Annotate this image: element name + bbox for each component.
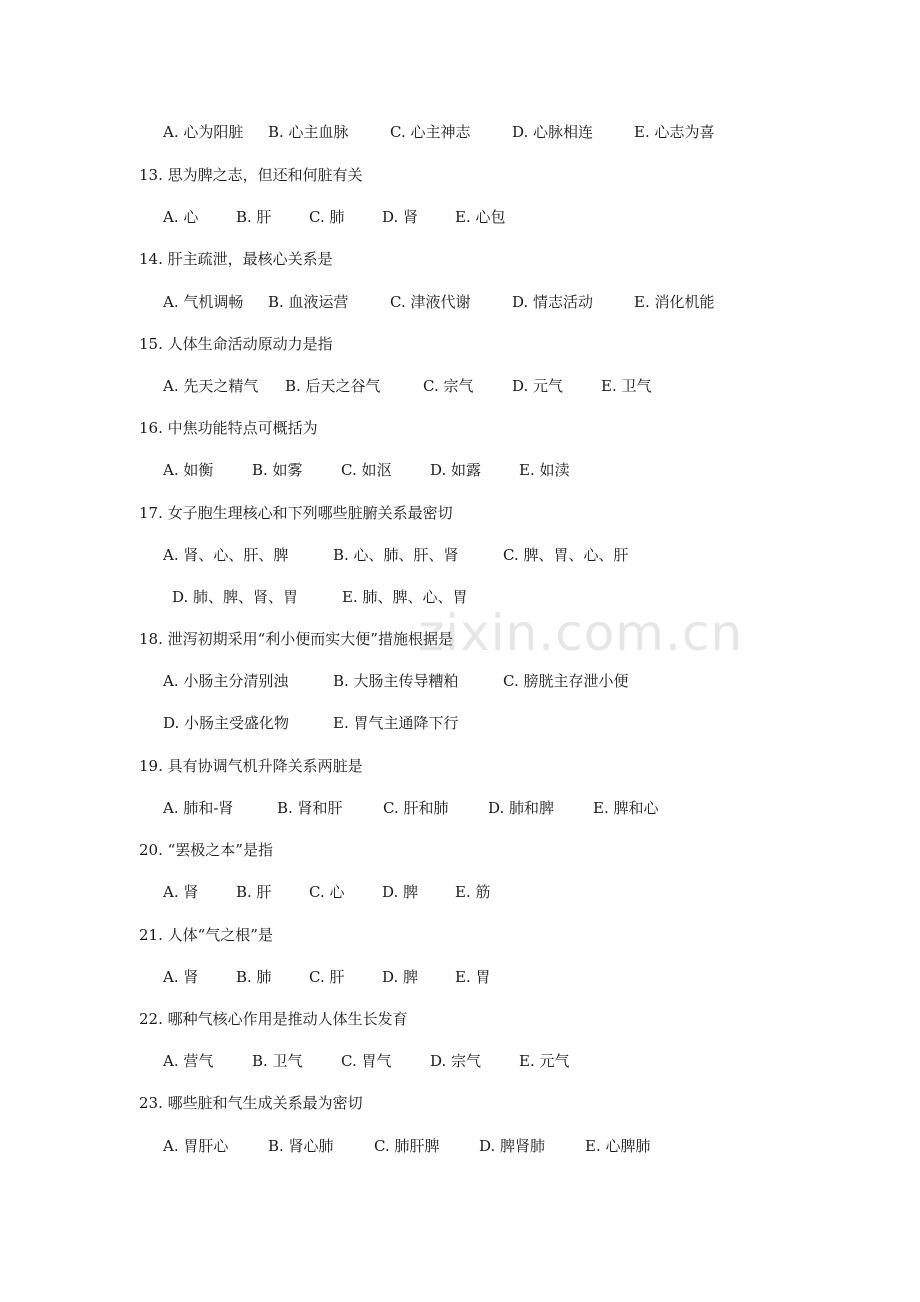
option[interactable]: D. 小肠主受盛化物 (163, 714, 290, 732)
question-title: 16. 中焦功能特点可概括为 (139, 419, 318, 437)
option[interactable]: E. 心志为喜 (634, 123, 715, 141)
options-row (0, 711, 920, 735)
option[interactable]: A. 先天之精气 (163, 377, 259, 395)
options-row (0, 585, 920, 609)
option[interactable]: A. 肾 (163, 883, 199, 901)
option[interactable]: E. 心包 (455, 208, 506, 226)
option[interactable]: D. 脾 (382, 883, 419, 901)
option[interactable]: C. 肺肝脾 (374, 1137, 440, 1155)
option[interactable]: E. 消化机能 (634, 293, 715, 311)
option[interactable]: C. 脾、胃、心、肝 (503, 546, 629, 564)
option[interactable]: C. 宗气 (423, 377, 474, 395)
option[interactable]: A. 如衡 (163, 461, 214, 479)
option[interactable]: C. 津液代谢 (390, 293, 471, 311)
option[interactable]: A. 心 (163, 208, 199, 226)
option[interactable]: D. 心脉相连 (512, 123, 594, 141)
option[interactable]: B. 大肠主传导糟粕 (333, 672, 459, 690)
question-title: 17. 女子胞生理核心和下列哪些脏腑关系最密切 (139, 504, 453, 522)
question-title: 23. 哪些脏和气生成关系最为密切 (139, 1094, 363, 1112)
option[interactable]: B. 卫气 (252, 1052, 303, 1070)
question-title: 13. 思为脾之志，但还和何脏有关 (139, 166, 363, 184)
options-row (0, 669, 920, 693)
question-title: 18. 泄泻初期采用“利小便而实大便”措施根据是 (139, 630, 453, 648)
option[interactable]: E. 元气 (519, 1052, 570, 1070)
options-row (0, 1134, 920, 1158)
option[interactable]: E. 胃气主通降下行 (333, 714, 459, 732)
option[interactable]: C. 膀胱主存泄小便 (503, 672, 629, 690)
option[interactable]: B. 心主血脉 (268, 123, 349, 141)
option[interactable]: E. 脾和心 (593, 799, 659, 817)
option[interactable]: E. 筋 (455, 883, 491, 901)
option[interactable]: A. 胃肝心 (163, 1137, 229, 1155)
option[interactable]: D. 肾 (382, 208, 419, 226)
option[interactable]: D. 情志活动 (512, 293, 594, 311)
question-title: 20. “罢极之本”是指 (139, 841, 273, 859)
option[interactable]: E. 心脾肺 (585, 1137, 651, 1155)
option[interactable]: C. 胃气 (341, 1052, 392, 1070)
option[interactable]: B. 肾心肺 (268, 1137, 334, 1155)
option[interactable]: D. 宗气 (430, 1052, 482, 1070)
question-title: 22. 哪种气核心作用是推动人体生长发育 (139, 1010, 408, 1028)
option[interactable]: A. 小肠主分清别浊 (163, 672, 289, 690)
option[interactable]: D. 如露 (430, 461, 482, 479)
option[interactable]: A. 气机调畅 (163, 293, 244, 311)
options-row (0, 1049, 920, 1073)
option[interactable]: A. 肾 (163, 968, 199, 986)
option[interactable]: A. 肺和-肾 (163, 799, 234, 817)
options-row (0, 796, 920, 820)
question-title: 21. 人体“气之根”是 (139, 926, 273, 944)
option[interactable]: C. 肝和肺 (383, 799, 449, 817)
options-row (0, 205, 920, 229)
options-row (0, 543, 920, 567)
option[interactable]: A. 营气 (163, 1052, 214, 1070)
option[interactable]: C. 如沤 (341, 461, 392, 479)
option[interactable]: D. 肺和脾 (488, 799, 555, 817)
option[interactable]: E. 卫气 (601, 377, 652, 395)
option[interactable]: A. 心为阳脏 (163, 123, 244, 141)
option[interactable]: D. 元气 (512, 377, 564, 395)
option[interactable]: B. 肺 (236, 968, 272, 986)
options-row (0, 965, 920, 989)
option[interactable]: D. 脾肾肺 (479, 1137, 546, 1155)
option[interactable]: B. 心、肺、肝、肾 (333, 546, 459, 564)
option[interactable]: C. 肝 (309, 968, 345, 986)
options-row (0, 374, 920, 398)
option[interactable]: A. 肾、心、肝、脾 (163, 546, 289, 564)
option[interactable]: B. 如雾 (252, 461, 303, 479)
option[interactable]: B. 肾和肝 (277, 799, 343, 817)
option[interactable]: C. 肺 (309, 208, 345, 226)
option[interactable]: B. 肝 (236, 208, 272, 226)
option[interactable]: E. 胃 (455, 968, 491, 986)
options-row (0, 290, 920, 314)
options-row (0, 458, 920, 482)
option[interactable]: D. 肺、脾、肾、胃 (172, 588, 299, 606)
option[interactable]: B. 肝 (236, 883, 272, 901)
option[interactable]: C. 心主神志 (390, 123, 471, 141)
question-title: 14. 肝主疏泄，最核心关系是 (139, 250, 333, 268)
option[interactable]: B. 血液运营 (268, 293, 349, 311)
question-title: 15. 人体生命活动原动力是指 (139, 335, 333, 353)
question-title: 19. 具有协调气机升降关系两脏是 (139, 757, 363, 775)
prev-options-row (0, 120, 920, 144)
option[interactable]: E. 如渎 (519, 461, 570, 479)
option[interactable]: E. 肺、脾、心、胃 (342, 588, 468, 606)
option[interactable]: C. 心 (309, 883, 345, 901)
watermark: zixin.com.cn (418, 604, 744, 662)
option[interactable]: D. 脾 (382, 968, 419, 986)
options-row (0, 880, 920, 904)
option[interactable]: B. 后天之谷气 (285, 377, 381, 395)
